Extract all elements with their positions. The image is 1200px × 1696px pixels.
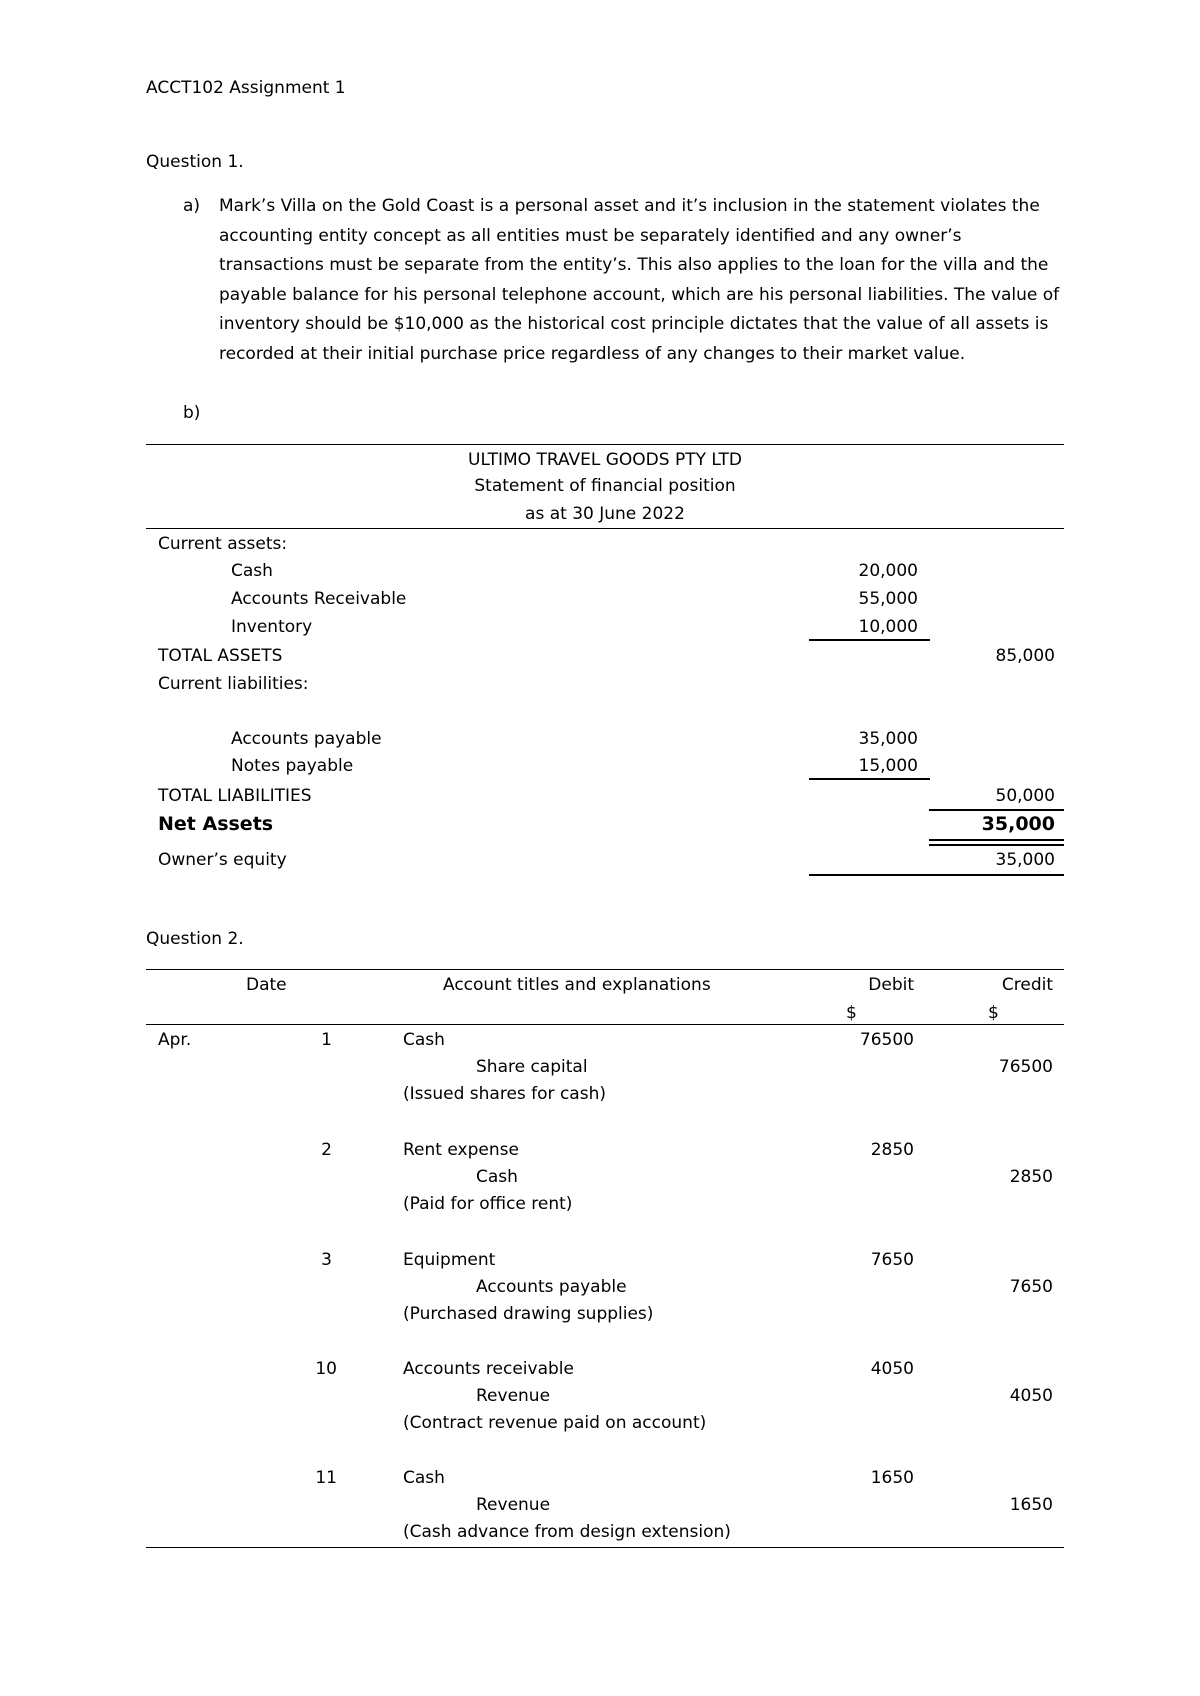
debit-account: Rent expense xyxy=(403,1140,519,1160)
credit-account: Accounts payable xyxy=(476,1277,627,1297)
owners-equity-amount: 35,000 xyxy=(995,850,1055,870)
entry-explanation: (Cash advance from design extension) xyxy=(403,1522,731,1542)
liability-amount: 15,000 xyxy=(858,756,918,776)
net-assets-top-rule xyxy=(929,809,1064,811)
statement-header-rule xyxy=(146,528,1064,529)
debit-account: Equipment xyxy=(403,1250,496,1270)
net-assets-double-rule-2 xyxy=(929,844,1064,846)
debit-header: Debit xyxy=(868,975,914,995)
asset-amount: 55,000 xyxy=(858,589,918,609)
owners-equity-label: Owner’s equity xyxy=(158,850,287,870)
credit-amount: 1650 xyxy=(1009,1495,1053,1515)
debit-amount: 1650 xyxy=(870,1468,914,1488)
owners-equity-rule xyxy=(809,874,1064,876)
credit-amount: 7650 xyxy=(1009,1277,1053,1297)
credit-account: Share capital xyxy=(476,1057,588,1077)
entry-day: 10 xyxy=(315,1359,337,1379)
part-b-marker: b) xyxy=(183,403,201,423)
entry-explanation: (Paid for office rent) xyxy=(403,1194,573,1214)
question-1-heading: Question 1. xyxy=(146,152,244,172)
total-assets-label: TOTAL ASSETS xyxy=(158,646,283,666)
asset-amount: 10,000 xyxy=(858,617,918,637)
current-assets-label: Current assets: xyxy=(158,534,288,554)
credit-account: Revenue xyxy=(476,1386,551,1406)
account-header: Account titles and explanations xyxy=(443,975,711,995)
asset-label: Inventory xyxy=(231,617,313,637)
statement-title: Statement of financial position xyxy=(474,476,736,496)
total-liabilities-amount: 50,000 xyxy=(995,786,1055,806)
entry-day: 2 xyxy=(321,1140,332,1160)
question-2-heading: Question 2. xyxy=(146,929,244,949)
credit-amount: 2850 xyxy=(1009,1167,1053,1187)
debit-amount: 76500 xyxy=(859,1030,914,1050)
statement-date: as at 30 June 2022 xyxy=(525,504,685,524)
net-assets-double-rule-1 xyxy=(929,839,1064,841)
entry-explanation: (Contract revenue paid on account) xyxy=(403,1413,707,1433)
date-header: Date xyxy=(246,975,287,995)
entry-explanation: (Issued shares for cash) xyxy=(403,1084,606,1104)
debit-account: Accounts receivable xyxy=(403,1359,574,1379)
credit-amount: 76500 xyxy=(998,1057,1053,1077)
debit-unit: $ xyxy=(846,1003,857,1023)
debit-amount: 7650 xyxy=(870,1250,914,1270)
entry-day: 1 xyxy=(321,1030,332,1050)
credit-header: Credit xyxy=(1001,975,1053,995)
part-a-marker: a) xyxy=(183,196,201,216)
total-assets-amount: 85,000 xyxy=(995,646,1055,666)
document-header: ACCT102 Assignment 1 xyxy=(146,78,346,98)
journal-top-rule xyxy=(146,969,1064,970)
company-name: ULTIMO TRAVEL GOODS PTY LTD xyxy=(468,450,742,470)
asset-amount: 20,000 xyxy=(858,561,918,581)
current-liabilities-label: Current liabilities: xyxy=(158,674,309,694)
assets-subtotal-rule xyxy=(809,639,930,641)
journal-bottom-rule xyxy=(146,1547,1064,1548)
asset-label: Accounts Receivable xyxy=(231,589,407,609)
statement-top-rule xyxy=(146,444,1064,445)
debit-amount: 4050 xyxy=(870,1359,914,1379)
part-a-answer: Mark’s Villa on the Gold Coast is a personal asset and it’s inclusion in the statement violates the accounting entity concept as all entities must be separately identified and any owner’s transactions must be separate from the entity’s. This also applies to the loan for the villa and the payable balance for his personal telephone account, which are his personal liabilities. The value of inventory should be $10,000 as the historical cost principle dictates that the value of all assets is recorded at their initial purchase price regardless of any changes to their market value. xyxy=(219,196,1060,364)
month-label: Apr. xyxy=(158,1030,192,1050)
debit-account: Cash xyxy=(403,1468,445,1488)
credit-account: Revenue xyxy=(476,1495,551,1515)
entry-day: 11 xyxy=(315,1468,337,1488)
liabilities-subtotal-rule xyxy=(809,778,930,780)
net-assets-amount: 35,000 xyxy=(981,813,1055,835)
entry-explanation: (Purchased drawing supplies) xyxy=(403,1304,654,1324)
debit-account: Cash xyxy=(403,1030,445,1050)
entry-day: 3 xyxy=(321,1250,332,1270)
credit-amount: 4050 xyxy=(1009,1386,1053,1406)
asset-label: Cash xyxy=(231,561,273,581)
credit-account: Cash xyxy=(476,1167,518,1187)
net-assets-label: Net Assets xyxy=(158,813,274,835)
credit-unit: $ xyxy=(988,1003,999,1023)
journal-header-rule xyxy=(146,1024,1064,1025)
total-liabilities-label: TOTAL LIABILITIES xyxy=(158,786,312,806)
liability-amount: 35,000 xyxy=(858,729,918,749)
liability-label: Accounts payable xyxy=(231,729,382,749)
debit-amount: 2850 xyxy=(870,1140,914,1160)
liability-label: Notes payable xyxy=(231,756,354,776)
